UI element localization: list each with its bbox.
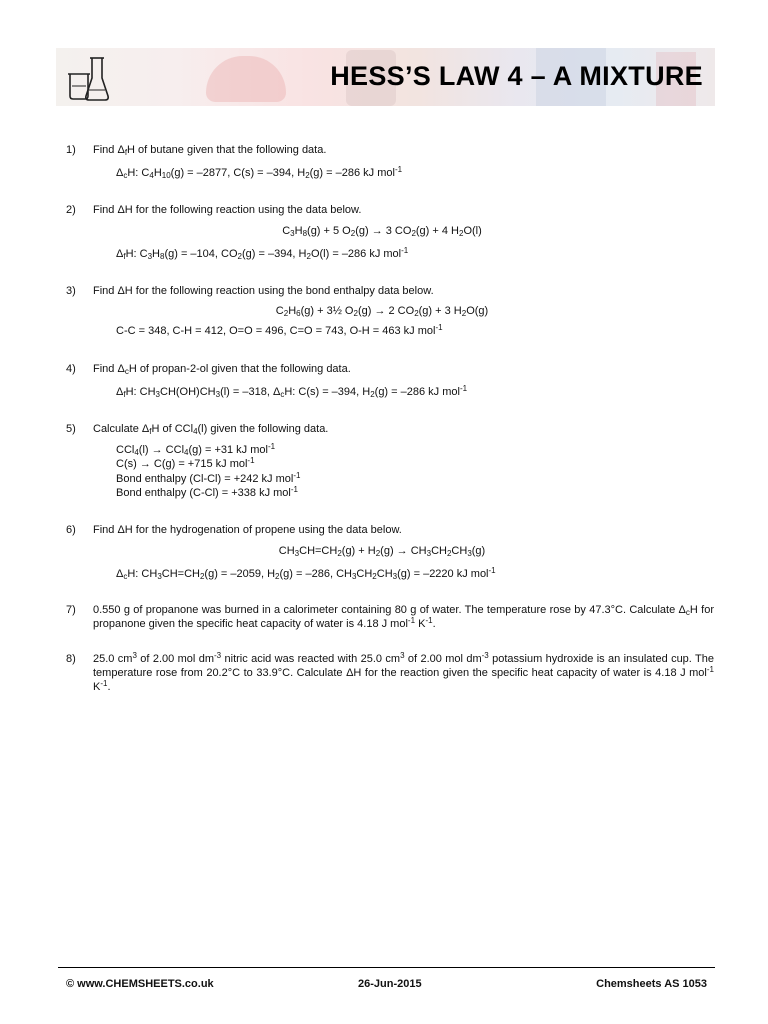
lab-glassware-icon [64, 54, 110, 102]
footer-sheet-id: Chemsheets AS 1053 [596, 978, 707, 990]
question-5-data-line: C(s) → C(g) = +715 kJ mol$^{-1}$ [116, 456, 255, 470]
question-number: 5) [66, 423, 76, 435]
question-5-data-line: CCl$_4$(l) → CCl$_4$(g) = +31 kJ mol$^{-1}$ [116, 442, 276, 457]
question-1-data: $\Delta_cH$: $C_4H_{10}(g) = -2877$, C(s) = –394, $H_2(g) = -286$ kJ mol$^{-1}$ [116, 165, 403, 180]
page-title: HESS’S LAW 4 – A MIXTURE [330, 61, 703, 91]
question-number: 1) [66, 144, 76, 156]
footer-divider [58, 967, 715, 968]
question-prompt: 0.550 g of propanone was burned in a calorimeter containing 80 g of water. The temperature rose by 47.3°C. Calculate $\Delta_cH$ for propanone given the specific heat capacity of water is 4.18 J mol$^{-1}$ $K^{-1}$. [93, 604, 714, 630]
question-number: 3) [66, 285, 76, 297]
footer-date: 26-Jun-2015 [358, 978, 422, 990]
question-prompt: Find $\Delta_cH$ of propan-2-ol given that the following data. [93, 363, 351, 376]
question-6-equation: $CH_3CH=CH_2(g) + H_2(g) \to CH_3CH_2CH_3(g)$ [278, 545, 486, 558]
question-6-data: $\Delta_cH$: $CH_3CH=CH_2(g) = -2059$, $H_2(g) = -286$, $CH_3CH_2CH_3(g) = -2220$ kJ mol$^{-1}$ [116, 566, 496, 581]
question-4-data: $\Delta_fH$: $CH_3CH(OH)CH_3(l) = -318$, $\Delta_cH$: C(s) = –394, $H_2(g) = -286$ kJ mol$^{-1}$ [116, 384, 468, 399]
question-5-data-line: Bond enthalpy (C-Cl) = +338 kJ mol$^{-1}$ [116, 485, 298, 499]
header-banner [56, 48, 715, 106]
question-prompt: Calculate $\Delta_fH$ of CCl$_4$(l) given the following data. [93, 423, 329, 436]
question-3-equation: $C_2H_6(g)$ + 3½ $O_2(g) \to 2$ $CO_2(g) + 3$ $H_2O(g)$ [275, 305, 489, 318]
question-prompt: Find $\Delta_fH$ of butane given that the following data. [93, 144, 327, 157]
question-prompt: 25.0 $cm^3$ of 2.00 mol $dm^{-3}$ nitric acid was reacted with 25.0 $cm^3$ of 2.00 mol $dm^{-3}$ potassium hydroxide is an insulated cup. The temperature rose from 20.2°C to 33.9°C. Calculate ΔH for the reaction given the specific heat capacity of water is 4.18 J mol$^{-1}$ $K^{-1}$. [93, 651, 714, 693]
question-number: 4) [66, 363, 76, 375]
question-2-data: $\Delta_fH$: $C_3H_8(g) = -104$, $CO_2(g) = -394$, $H_2O(l) = -286$ kJ mol$^{-1}$ [116, 246, 409, 261]
question-number: 7) [66, 604, 76, 616]
question-prompt: Find ΔH for the following reaction using the bond enthalpy data below. [93, 285, 434, 297]
question-prompt: Find ΔH for the following reaction using the data below. [93, 204, 362, 216]
question-5-data-line: Bond enthalpy (Cl-Cl) = +242 kJ mol$^{-1}$ [116, 471, 301, 485]
footer-website: © www.CHEMSHEETS.co.uk [66, 978, 214, 990]
question-3-data: C-C = 348, C-H = 412, O=O = 496, C=O = 743, O-H = 463 kJ mol$^{-1}$ [116, 323, 443, 337]
banner-decoration [206, 56, 286, 102]
question-2-equation: $C_3H_8(g) + 5$ $O_2(g) \to 3$ $CO_2(g) + 4$ $H_2O(l)$ [282, 225, 482, 238]
question-prompt: Find ΔH for the hydrogenation of propene using the data below. [93, 524, 402, 536]
question-number: 6) [66, 524, 76, 536]
question-number: 8) [66, 653, 76, 665]
question-number: 2) [66, 204, 76, 216]
